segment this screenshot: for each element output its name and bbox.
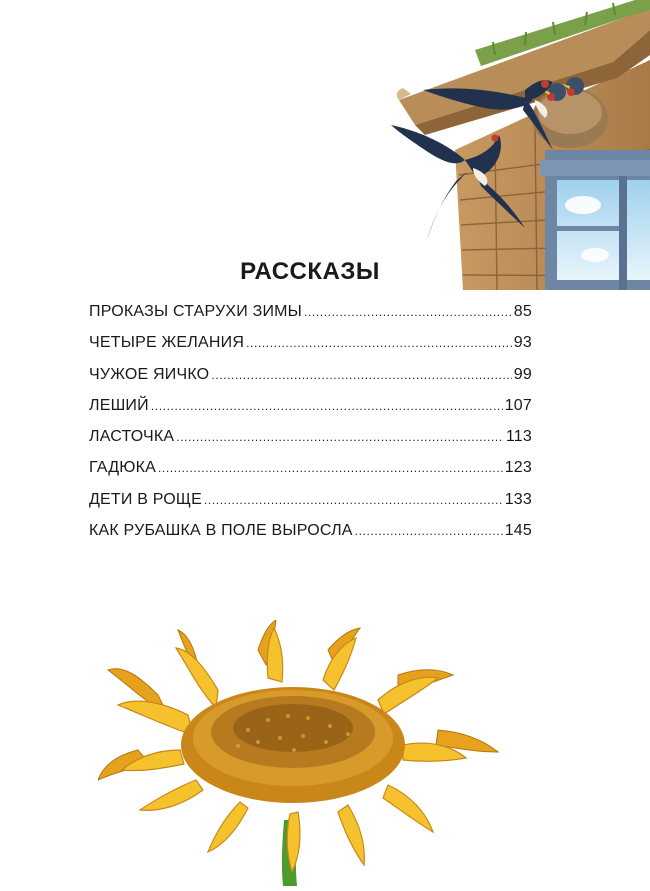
toc-entry-page: 99 (513, 365, 532, 383)
toc-entry-page: 145 (504, 522, 532, 540)
toc-entry[interactable] (89, 397, 532, 428)
toc-entry-title: ЛЕШИЙ (89, 396, 149, 414)
toc-entry-page: 85 (513, 303, 532, 320)
toc-leader-dots (246, 336, 512, 350)
toc-leader-dots (151, 399, 503, 413)
table-of-contents (89, 303, 532, 553)
toc-entry-title: ПРОКАЗЫ СТАРУХИ ЗИМЫ (89, 303, 303, 320)
toc-entry-title: ЛАСТОЧКА (89, 428, 175, 446)
toc-entry-page: 113 (505, 428, 532, 446)
toc-leader-dots (211, 368, 511, 382)
toc-leader-dots (158, 461, 503, 475)
toc-entry-page: 93 (513, 334, 532, 352)
toc-entry[interactable] (89, 334, 532, 365)
toc-entry[interactable] (89, 366, 532, 397)
sunflower-illustration (98, 620, 508, 886)
toc-entry-page: 123 (504, 459, 532, 477)
toc-entry[interactable] (89, 459, 532, 490)
toc-leader-dots (204, 493, 503, 507)
toc-entry-title: ДЕТИ В РОЩЕ (89, 490, 202, 508)
toc-leader-dots (355, 524, 503, 538)
toc-entry-title: ЧЕТЫРЕ ЖЕЛАНИЯ (89, 334, 245, 352)
toc-leader-dots (304, 305, 512, 319)
toc-entry[interactable] (89, 491, 532, 522)
toc-entry-title: ГАДЮКА (89, 459, 156, 477)
toc-entry[interactable] (89, 428, 532, 459)
swallows-illustration (385, 0, 650, 290)
toc-entry-page: 107 (504, 396, 532, 414)
toc-entry-title: КАК РУБАШКА В ПОЛЕ ВЫРОСЛА (89, 522, 353, 540)
toc-leader-dots (176, 430, 504, 444)
toc-entry-page: 133 (504, 490, 532, 508)
section-title: РАССКАЗЫ (240, 258, 380, 285)
toc-entry-title: ЧУЖОЕ ЯИЧКО (89, 365, 210, 383)
toc-entry[interactable] (89, 522, 532, 553)
toc-entry[interactable] (89, 303, 532, 334)
